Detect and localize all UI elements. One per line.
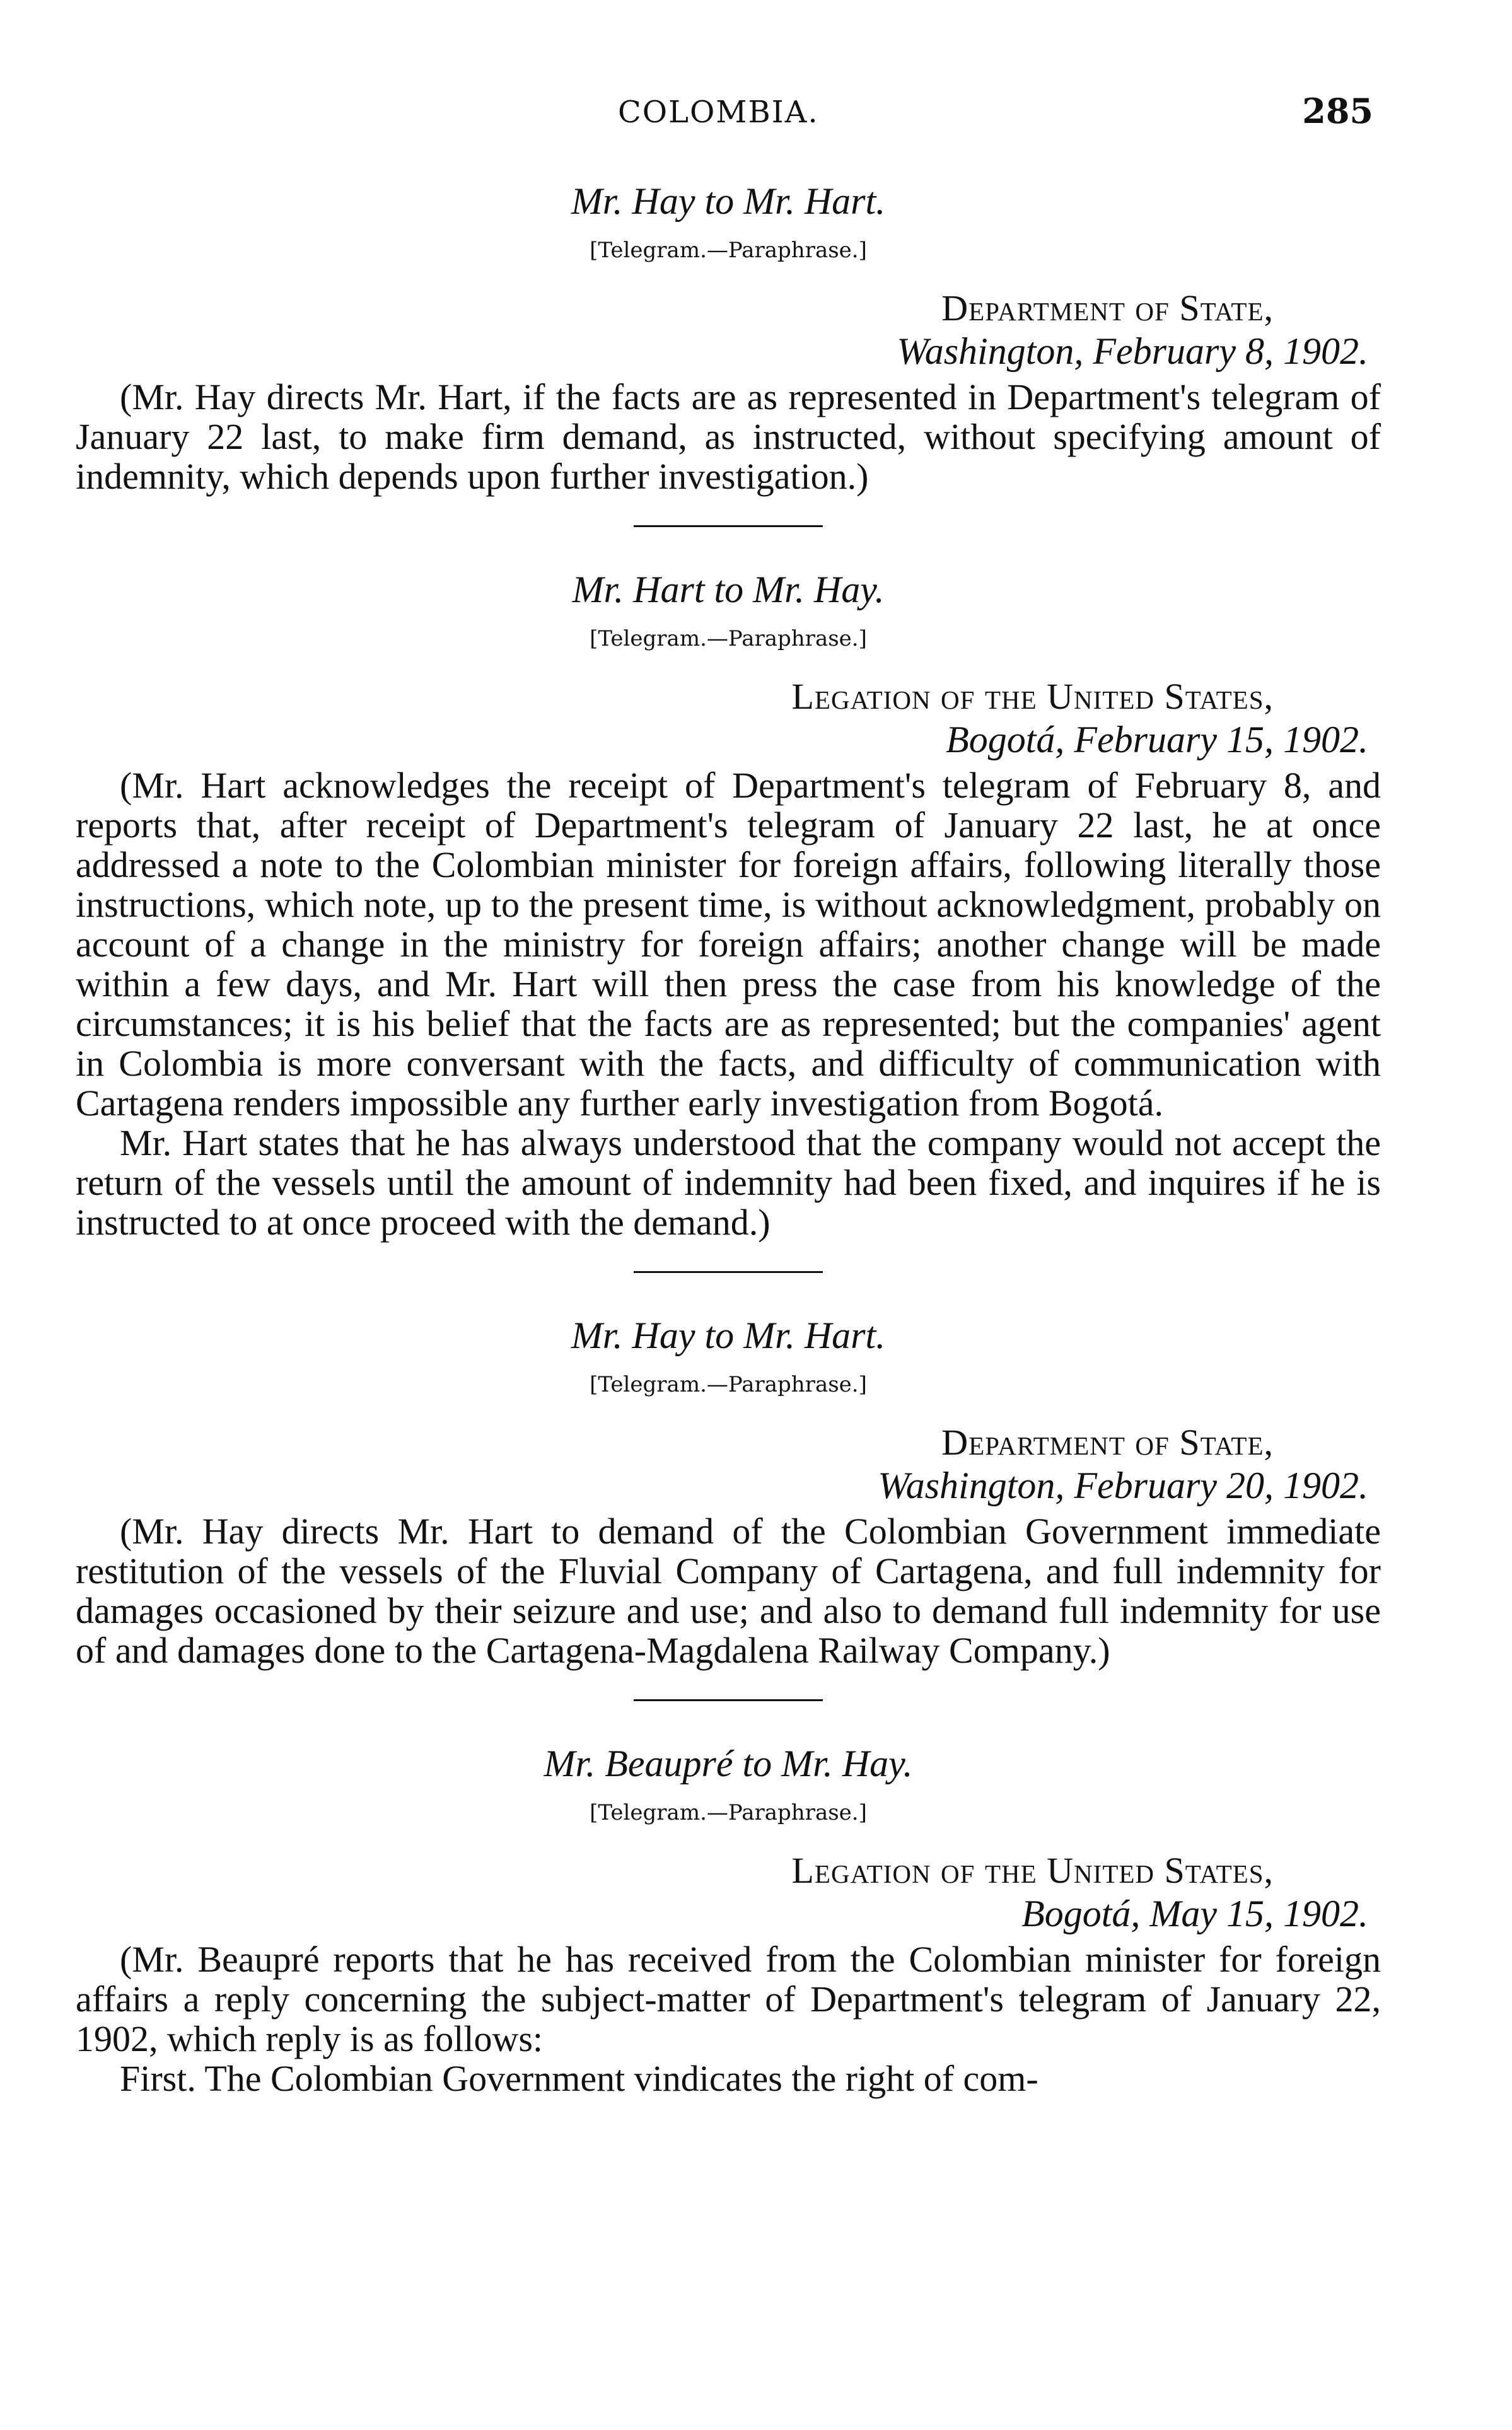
dispatch-place-date: Bogotá, February 15, 1902. [946, 719, 1368, 760]
dispatch-origin: Legation of the United States, [791, 676, 1274, 717]
dispatch [76, 565, 1381, 1242]
page-number: 285 [1302, 91, 1373, 131]
dispatch-paragraph: First. The Colombian Government vindicates the right of com- [120, 2058, 1038, 2099]
running-head-title: COLOMBIA. [618, 95, 819, 130]
dispatch-note: [Telegram.—Paraphrase.] [590, 1800, 867, 1825]
dispatch-paragraph: Mr. Hart states that he has always understood that the company would not accept the return of the vessels until the amount of indemnity had been fixed, and inquires if he is instructed to at once proceed with the demand.) [76, 1122, 1381, 1243]
section-divider [634, 1699, 823, 1701]
dispatch-note: [Telegram.—Paraphrase.] [590, 626, 867, 651]
dispatch-paragraph: (Mr. Hart acknowledges the receipt of Department's telegram of February 8, and reports that, after receipt of Department's telegram of January 22 last, he at once addressed a note to the Colombian minister for foreign affairs, following literally those instructions, which note, up to the present time, is without acknowledgment, probably on account of a change in the ministry for foreign affairs; another change will be made within a few days, and Mr. Hart will then press the case from his knowledge of the circumstances; it is his belief that the facts are as represented; but the companies' agent in Colombia is more conversant with the facts, and difficulty of communication with Cartagena renders impossible any further early investigation from Bogotá. [76, 765, 1381, 1124]
running-head [0, 91, 1512, 139]
dispatch-origin: Department of State, [941, 288, 1274, 328]
dispatch-place-date: Washington, February 20, 1902. [878, 1465, 1368, 1506]
dispatch-heading: Mr. Hart to Mr. Hay. [572, 569, 885, 610]
dispatch [76, 1739, 1381, 2098]
dispatch-heading: Mr. Hay to Mr. Hart. [571, 180, 886, 222]
page-body [76, 177, 1381, 2098]
dispatch-paragraph: (Mr. Beaupré reports that he has received from the Colombian minister for foreign affairs a reply concerning the subject-matter of Department's telegram of January 22, 1902, which reply is as follows: [76, 1939, 1381, 2059]
dispatch-origin: Legation of the United States, [791, 1850, 1274, 1891]
dispatch-heading: Mr. Hay to Mr. Hart. [571, 1315, 886, 1356]
dispatch-paragraph: (Mr. Hay directs Mr. Hart to demand of the Colombian Government immediate restitution of the vessels of the Fluvial Company of Cartagena, and full indemnity for damages occasioned by their seizure and use; and also to demand full indemnity for use of and damages done to the Cartagena-Magdalena Railway Company.) [76, 1511, 1381, 1671]
dispatch-heading: Mr. Beaupré to Mr. Hay. [544, 1743, 913, 1784]
dispatch [76, 177, 1381, 496]
dispatch [76, 1311, 1381, 1670]
dispatch-note: [Telegram.—Paraphrase.] [590, 238, 867, 263]
section-divider [634, 525, 823, 527]
dispatch-paragraph: (Mr. Hay directs Mr. Hart, if the facts are as represented in Department's telegram of January 22 last, to make firm demand, as instructed, without specifying amount of indemnity, which depends upon further investigation.) [76, 376, 1381, 497]
dispatch-place-date: Washington, February 8, 1902. [897, 330, 1368, 372]
dispatch-origin: Department of State, [941, 1422, 1274, 1463]
dispatch-note: [Telegram.—Paraphrase.] [590, 1372, 867, 1397]
section-divider [634, 1271, 823, 1273]
dispatch-place-date: Bogotá, May 15, 1902. [1021, 1893, 1368, 1934]
